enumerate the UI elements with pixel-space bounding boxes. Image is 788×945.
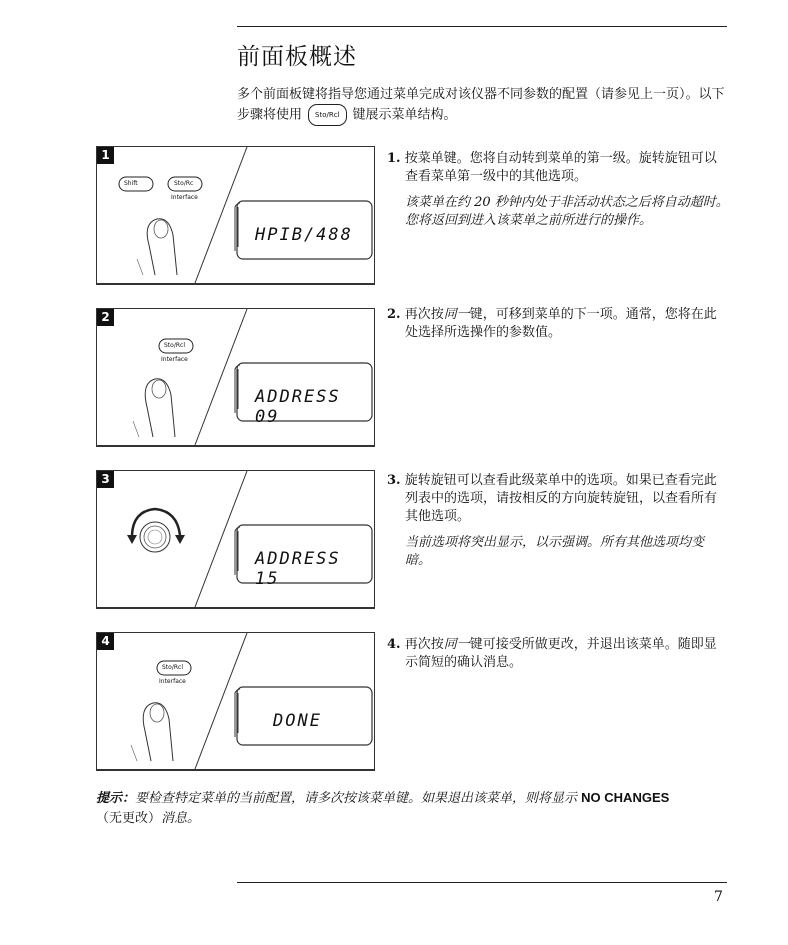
display-readout: ADDRESS 15 [255,549,341,589]
panel-step-3 [96,470,375,609]
intro-paragraph [237,86,729,126]
step-badge: 3 [97,471,114,488]
step-body-before: 再次按 [404,307,444,322]
tip-text: 要检查特定菜单的当前配置，请多次按该菜单键。如果退出该菜单，则将显示 [135,791,578,806]
step-note: 当前选项将突出显示，以示强调。所有其他选项均变暗。 [405,535,705,568]
no-changes-text: NO CHANGES [581,790,670,805]
tip-paren: （无更改） [96,811,162,826]
step-number: 2. [387,307,401,322]
bottom-rule [237,882,727,883]
step-number: 1. [387,151,401,166]
step-badge: 2 [97,309,114,326]
sto-rcl-key-label[interactable]: Sto/Rcl [162,664,183,671]
intro-text-after: 键展示菜单结构。 [352,107,457,123]
page-number: 7 [714,889,723,905]
panel-step-2 [96,308,375,447]
step-2-text [387,306,729,342]
sto-rcl-key-label[interactable]: Sto/Rc [174,180,194,187]
step-1-text [387,150,729,230]
step-number: 4. [387,637,401,652]
step-body: 旋转旋钮可以查看此级菜单中的选项。如果已查看完此列表中的选项，请按相反的方向旋转旋钮，以查看所有其他选项。 [404,473,718,524]
step-badge: 1 [97,147,114,164]
interface-label: Interface [159,678,186,685]
step-note: 该菜单在约 20 秒钟内处于非活动状态之后将自动超时。您将返回到进入该菜单之前所进行的操作。 [405,195,729,228]
panel-step-4 [96,632,375,771]
display-readout: DONE [273,711,322,731]
step-body-before: 再次按 [404,637,444,652]
step-badge: 4 [97,633,114,650]
shift-key-label[interactable]: Shift [124,180,138,187]
top-rule [237,26,727,27]
tip-end: 消息。 [161,811,201,826]
panel-step-1 [96,146,375,285]
step-number: 3. [387,473,401,488]
step-body-after: 键，可移到菜单的下一项。通常，您将在此处选择所选操作的参数值。 [405,307,717,340]
step-body-emphasis: 同一 [443,637,470,652]
interface-label: Interface [171,194,198,201]
intro-text-before: 多个前面板键将指导您通过菜单完成对该仪器不同参数的配置（请参见上一页）。以下步骤将使用 [237,87,725,123]
step-body-emphasis: 同一 [443,307,470,322]
interface-label: Interface [161,356,188,363]
sto-rcl-key-label[interactable]: Sto/Rcl [164,342,185,349]
display-readout: ADDRESS 09 [255,387,341,427]
display-readout: HPIB/488 [255,225,353,245]
step-body: 按菜单键。您将自动转到菜单的第一级。旋转旋钮可以查看菜单第一级中的其他选项。 [404,151,717,184]
tip-label: 提示： [96,791,136,806]
step-3-text [387,472,729,570]
step-body-after: 键可接受所做更改，并退出该菜单。随即显示简短的确认消息。 [405,637,717,670]
page-title: 前面板概述 [237,44,357,70]
tip-paragraph [96,788,736,829]
step-4-text [387,636,729,672]
sto-rcl-key-inline: Sto/Rcl [308,104,347,126]
